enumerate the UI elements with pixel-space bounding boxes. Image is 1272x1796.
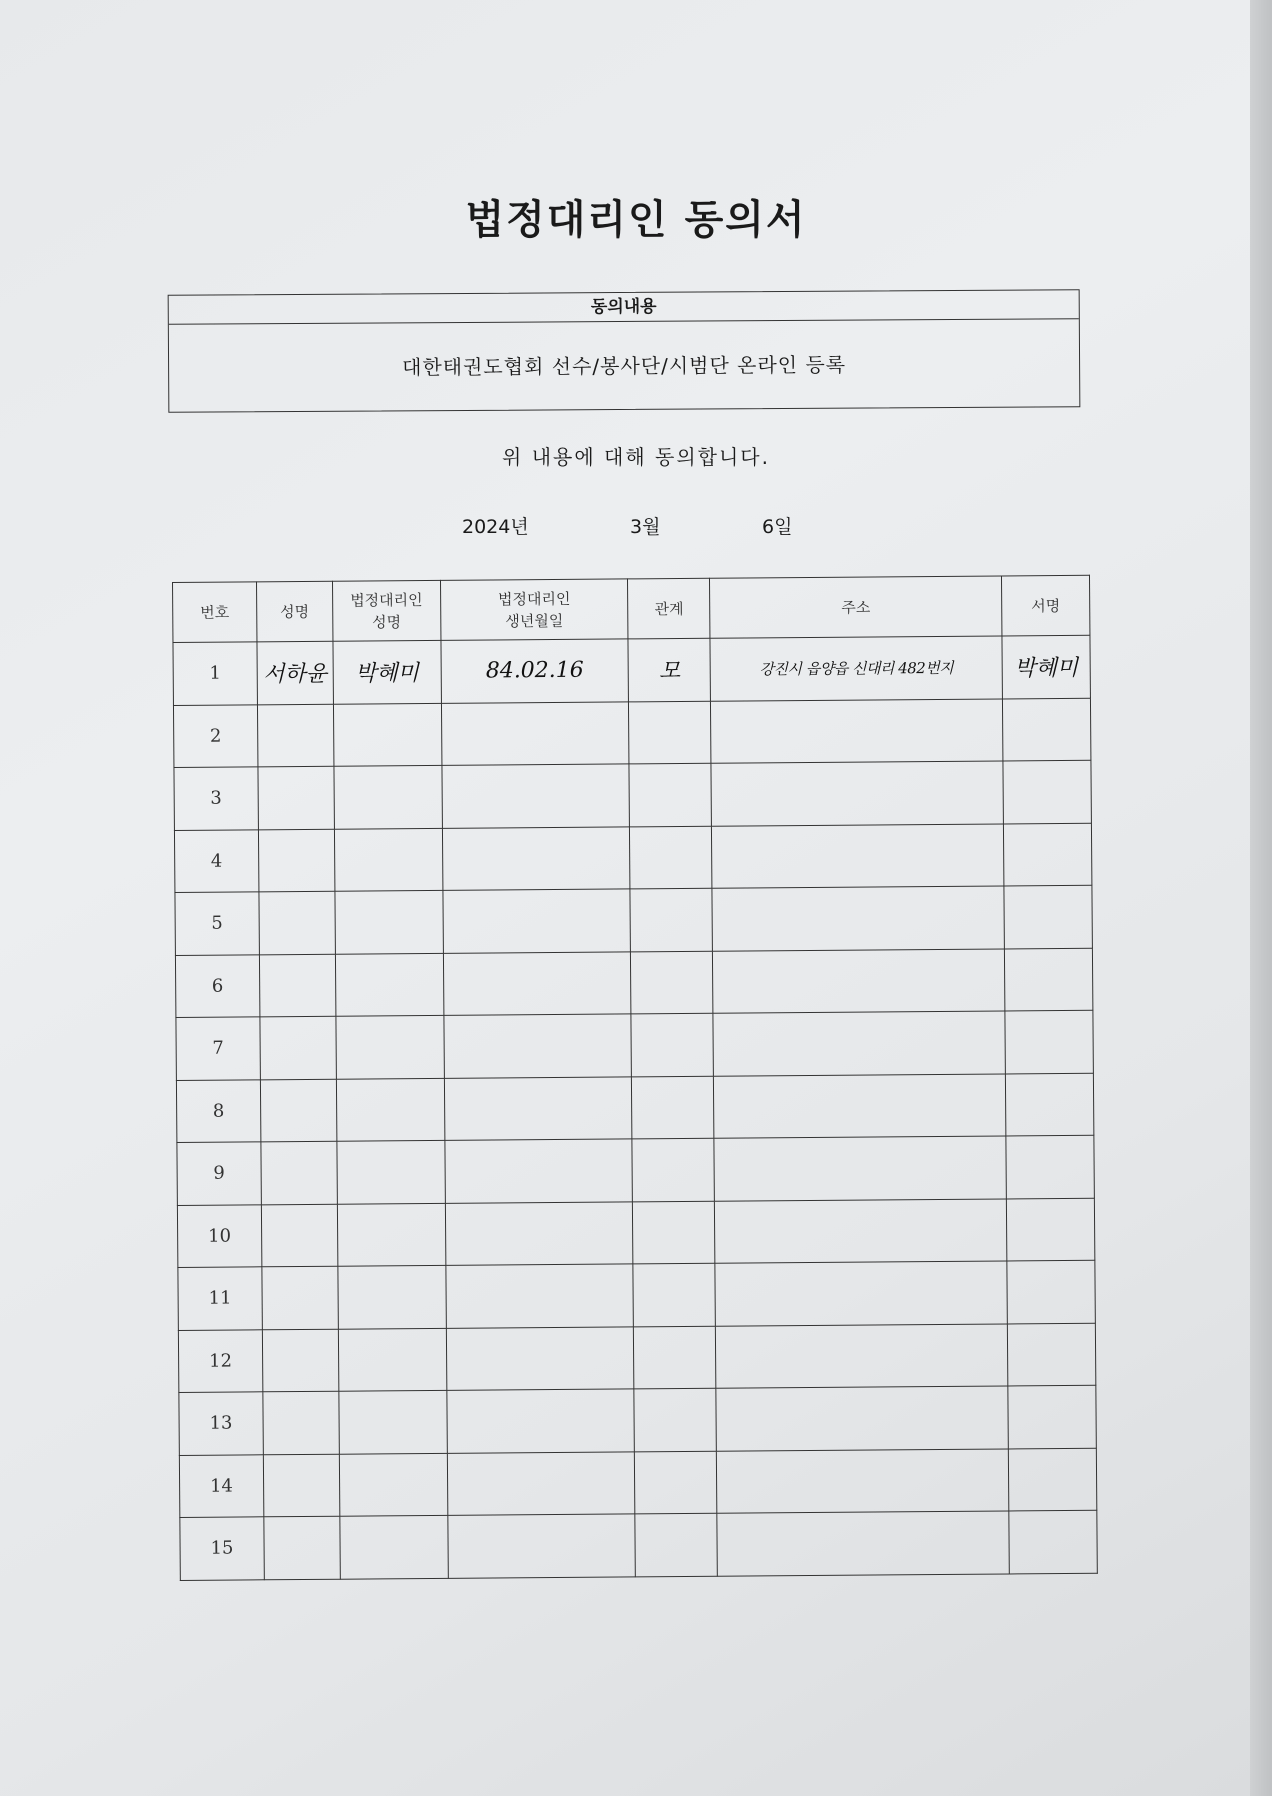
cell-guardian-name	[337, 1203, 445, 1266]
cell-relation	[633, 1263, 715, 1326]
row-number: 1	[173, 642, 257, 705]
row-number: 11	[178, 1267, 262, 1330]
cell-guardian-name: 박혜미	[333, 640, 441, 703]
cell-name	[260, 1016, 336, 1079]
cell-address: 강진시 읍양읍 신대리 482번지	[710, 636, 1002, 701]
cell-guardian-name	[336, 1078, 444, 1141]
cell-name	[264, 1516, 340, 1579]
table-row	[179, 1385, 1096, 1455]
cell-guardian-name	[340, 1515, 448, 1578]
cell-guardian-name	[336, 1015, 444, 1078]
cell-guardian-birth	[445, 1139, 633, 1203]
row-number: 2	[173, 704, 257, 767]
cell-address	[712, 823, 1004, 888]
cell-relation	[635, 1513, 717, 1576]
table-body	[173, 635, 1097, 1580]
cell-guardian-birth	[442, 764, 630, 828]
cell-relation	[631, 1013, 713, 1076]
row-number: 15	[180, 1517, 264, 1580]
cell-guardian-birth	[443, 951, 631, 1015]
cell-guardian-name	[334, 828, 442, 891]
table-row	[173, 635, 1090, 705]
date-day: 6일	[762, 516, 793, 538]
cell-address	[711, 698, 1003, 763]
cell-name	[258, 766, 334, 829]
header-signature: 서명	[1001, 575, 1089, 636]
row-number: 14	[179, 1454, 263, 1517]
cell-signature	[1009, 1510, 1097, 1573]
cell-name	[261, 1204, 337, 1267]
cell-address	[714, 1136, 1006, 1201]
cell-address	[712, 886, 1004, 951]
table-row	[175, 948, 1092, 1018]
cell-guardian-birth	[447, 1451, 635, 1515]
guardian-table	[172, 575, 1098, 1581]
cell-guardian-birth	[443, 889, 631, 953]
cell-signature	[1007, 1260, 1095, 1323]
document-title: 법정대리인 동의서	[465, 197, 807, 243]
header-guardian-name: 법정대리인 성명	[332, 580, 440, 641]
table-row	[177, 1198, 1094, 1268]
header-address: 주소	[710, 576, 1002, 638]
cell-name	[262, 1329, 338, 1392]
cell-relation	[633, 1201, 715, 1264]
header-no: 번호	[173, 582, 257, 643]
cell-signature	[1003, 760, 1091, 823]
cell-address	[715, 1198, 1007, 1263]
row-number: 7	[176, 1017, 260, 1080]
cell-name	[260, 1079, 336, 1142]
cell-guardian-name	[334, 765, 442, 828]
table-header-row	[173, 575, 1090, 642]
row-number: 4	[174, 829, 258, 892]
cell-relation	[634, 1388, 716, 1451]
table-row	[179, 1448, 1096, 1518]
cell-signature	[1008, 1385, 1096, 1448]
table-row	[173, 698, 1090, 768]
cell-guardian-birth	[448, 1514, 636, 1578]
cell-guardian-birth: 84.02.16	[441, 639, 629, 703]
cell-name	[258, 829, 334, 892]
table-row	[176, 1010, 1093, 1080]
cell-name	[263, 1391, 339, 1454]
cell-guardian-name	[333, 703, 441, 766]
cell-guardian-birth	[446, 1264, 634, 1328]
consent-box	[168, 289, 1081, 413]
table-row	[180, 1510, 1097, 1580]
row-number: 13	[179, 1392, 263, 1455]
cell-guardian-birth	[446, 1326, 634, 1390]
cell-guardian-name	[335, 953, 443, 1016]
cell-guardian-birth	[447, 1389, 635, 1453]
agree-statement: 위 내용에 대해 동의합니다.	[502, 445, 770, 469]
cell-guardian-birth	[444, 1014, 632, 1078]
row-number: 8	[176, 1079, 260, 1142]
cell-address	[716, 1386, 1008, 1451]
table-row	[178, 1323, 1095, 1393]
cell-guardian-name	[337, 1140, 445, 1203]
cell-relation	[629, 701, 711, 764]
cell-signature	[1005, 1010, 1093, 1073]
cell-guardian-name	[338, 1265, 446, 1328]
cell-relation	[635, 1451, 717, 1514]
row-number: 5	[175, 892, 259, 955]
cell-guardian-birth	[442, 826, 630, 890]
cell-signature	[1004, 885, 1092, 948]
header-guardian-birth: 법정대리인 생년월일	[440, 579, 628, 640]
cell-address	[715, 1261, 1007, 1326]
cell-signature	[1006, 1198, 1094, 1261]
date-year: 2024년	[462, 516, 529, 538]
cell-relation	[634, 1326, 716, 1389]
cell-guardian-name	[338, 1328, 446, 1391]
table-row	[177, 1135, 1094, 1205]
table-row	[174, 760, 1091, 830]
cell-name	[259, 954, 335, 1017]
cell-address	[713, 948, 1005, 1013]
consent-body: 대한태권도협회 선수/봉사단/시범단 온라인 등록	[402, 352, 847, 380]
cell-signature	[1008, 1448, 1096, 1511]
cell-signature	[1006, 1135, 1094, 1198]
cell-signature	[1002, 698, 1090, 761]
cell-guardian-birth	[444, 1076, 632, 1140]
cell-relation	[630, 888, 712, 951]
cell-guardian-birth	[441, 701, 629, 765]
cell-guardian-birth	[445, 1201, 633, 1265]
cell-signature	[1007, 1323, 1095, 1386]
cell-guardian-name	[339, 1390, 447, 1453]
cell-address	[716, 1323, 1008, 1388]
cell-name: 서하윤	[257, 641, 333, 704]
table-row	[176, 1073, 1093, 1143]
row-number: 10	[177, 1204, 261, 1267]
cell-relation	[631, 951, 713, 1014]
cell-relation	[632, 1076, 714, 1139]
table-row	[175, 885, 1092, 955]
cell-relation	[629, 763, 711, 826]
cell-address	[711, 761, 1003, 826]
table-row	[174, 823, 1091, 893]
row-number: 9	[177, 1142, 261, 1205]
cell-signature: 박혜미	[1002, 635, 1090, 698]
cell-relation: 모	[628, 638, 710, 701]
cell-address	[717, 1511, 1009, 1576]
consent-heading: 동의내용	[169, 290, 1079, 325]
cell-address	[713, 1011, 1005, 1076]
cell-name	[263, 1454, 339, 1517]
cell-address	[714, 1073, 1006, 1138]
row-number: 3	[174, 767, 258, 830]
cell-signature	[1004, 948, 1092, 1011]
row-number: 6	[175, 954, 259, 1017]
cell-name	[257, 704, 333, 767]
header-relation: 관계	[628, 578, 710, 639]
cell-relation	[630, 826, 712, 889]
cell-signature	[1005, 1073, 1093, 1136]
cell-guardian-name	[335, 890, 443, 953]
cell-name	[262, 1266, 338, 1329]
cell-name	[259, 891, 335, 954]
row-number: 12	[178, 1329, 262, 1392]
date-month: 3월	[630, 516, 661, 538]
table-row	[178, 1260, 1095, 1330]
cell-relation	[632, 1138, 714, 1201]
header-name: 성명	[256, 581, 332, 642]
cell-name	[261, 1141, 337, 1204]
cell-guardian-name	[339, 1453, 447, 1516]
cell-address	[717, 1448, 1009, 1513]
cell-signature	[1003, 823, 1091, 886]
paper-edge	[1250, 0, 1272, 1796]
